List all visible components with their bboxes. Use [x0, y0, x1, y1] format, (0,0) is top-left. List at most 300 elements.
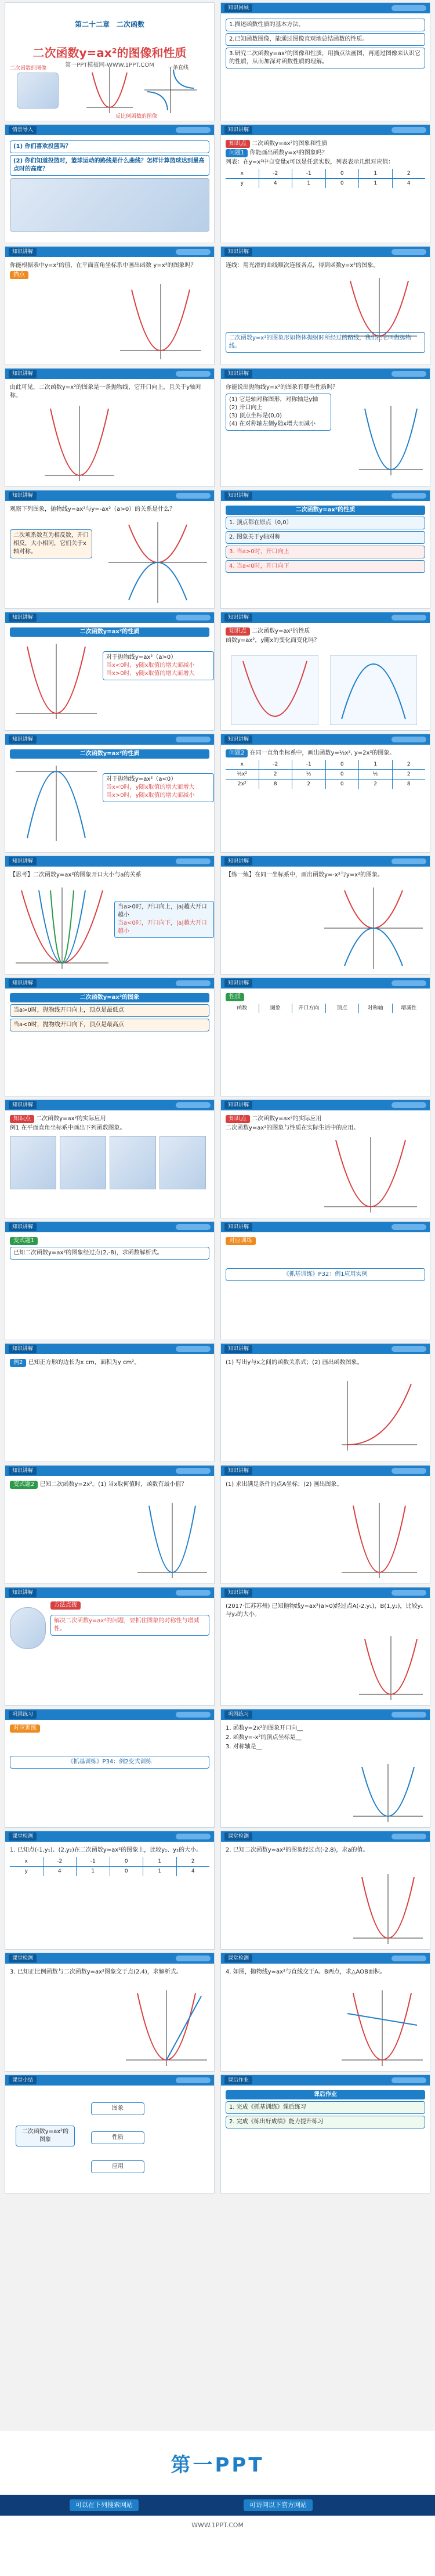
slide-text: 你能说出抛物线y=x²的图象有哪些性质吗？ [226, 384, 339, 391]
slide-header [221, 369, 430, 379]
header-decoration [392, 1834, 426, 1839]
slide-text: (1) 求出满足条件的点A坐标；(2) 画出图象。 [226, 1481, 343, 1488]
header-decoration [176, 1712, 211, 1718]
section-tag: 课堂检测 [224, 1832, 252, 1841]
slide-knowledge-15 [220, 977, 430, 1096]
cover-illustration [17, 73, 59, 109]
cover-title: 二次函数y=ax²的图像和性质 [32, 46, 187, 60]
header-decoration [176, 249, 211, 255]
summary-box: 当a<0时，抛物线开口向下，顶点是最高点 [10, 1019, 209, 1031]
test-plot [342, 1990, 423, 2066]
property-row: 对于抛物线y=ax²（a>0） [106, 654, 177, 661]
slide-header [221, 1222, 430, 1232]
question-sub: 例1 在平面直角坐标系中画出下列函数图象。 [10, 1125, 126, 1131]
header-decoration [176, 1956, 211, 1961]
slide-body [226, 1967, 425, 2068]
example-text: 已知正方形的边长为x cm，面积为y cm²。 [28, 1359, 140, 1366]
slide-example-2 [5, 1343, 215, 1462]
section-tag: 知识讲解 [9, 1589, 37, 1597]
header-decoration [392, 127, 426, 133]
footer-bar [0, 2495, 435, 2516]
slide-header [5, 1709, 214, 1720]
slide-body [226, 626, 425, 727]
knowledge-badge: 知识点 [226, 627, 250, 636]
hint-badge: 描点 [10, 271, 28, 279]
parabola-plot [16, 766, 97, 841]
section-tag: 知识讲解 [9, 735, 37, 744]
knowledge-title: 二次函数y=ax²的实际应用 [36, 1116, 106, 1122]
slide-body [226, 261, 425, 361]
section-tag: 知识讲解 [224, 614, 252, 622]
graph-thumb [60, 1136, 106, 1189]
slide-header [5, 1953, 214, 1964]
slide-header [5, 490, 214, 501]
slide-header [5, 2075, 214, 2086]
slide-body [226, 1114, 425, 1214]
property-item: 4. 当a<0时，开口向下 [226, 560, 425, 573]
table-header: 增减性 [393, 1004, 426, 1013]
slide-body [226, 383, 425, 483]
table-title: 性质 [226, 993, 244, 1001]
property-item: (2) 开口向上 [229, 405, 263, 411]
slide-body [10, 139, 209, 239]
summary-branch: 性质 [91, 2131, 144, 2144]
slide-review [220, 2, 430, 121]
slide-header [221, 2075, 430, 2086]
method-text: 解决二次函数y=ax²的问题，要抓住图象的对称性与增减性。 [50, 1615, 209, 1636]
slide-body [10, 261, 209, 361]
header-decoration [176, 371, 211, 377]
property-title: 二次函数y=ax²的性质 [10, 627, 209, 637]
slide-header [5, 1344, 214, 1354]
slide-header [221, 247, 430, 257]
section-tag: 课堂检测 [9, 1954, 37, 1962]
training-label: 对应训练 [226, 1237, 256, 1245]
value-table: x -2 -1 0 1 2 ½x² 2 ½ 0 ½ 2 2x² 8 2 0 2 8 [226, 760, 425, 789]
property-list [226, 394, 331, 431]
slide-header [5, 1466, 214, 1476]
summary-box: 当a>0时，抛物线开口向上，顶点是最低点 [10, 1004, 209, 1017]
slide-header [221, 856, 430, 867]
slide-body [226, 992, 425, 1092]
section-tag: 知识讲解 [9, 492, 37, 500]
property-row: 当x>0时，y随x取值的增大而减小 [106, 792, 195, 799]
hyperbola-graph [144, 67, 197, 113]
slide-body [226, 748, 425, 849]
graph-thumb [110, 1136, 156, 1189]
slide-header [221, 1588, 430, 1598]
slide-header [5, 856, 214, 867]
header-decoration [176, 1834, 211, 1839]
homework-item: 2. 完成《练出好成绩》能力提升练习 [226, 2116, 425, 2128]
slide-body [226, 1723, 425, 1824]
note-item: 当a<0时，开口向下，|a|越大开口越小 [118, 920, 207, 935]
header-decoration [176, 858, 211, 864]
slide-variant-1 [5, 1221, 215, 1340]
test-plot [126, 1990, 207, 2066]
slide-knowledge-10 [5, 734, 215, 853]
graph-thumb [10, 1136, 56, 1189]
slide-header [5, 125, 214, 135]
caption-hyperbola: 反比例函数的图像 [115, 114, 158, 120]
question-text: 你能画出函数y=x²的图象吗？ [249, 150, 328, 156]
slide-header [5, 978, 214, 988]
property-row: 当x<0时，y随x取值的增大而增大 [106, 784, 195, 791]
parabola-plot [359, 406, 423, 475]
variant-label: 变式题2 [10, 1481, 38, 1489]
parabola-plot [45, 406, 114, 481]
training-text: 《抓基训练》P32：例1应用实例 [226, 1268, 425, 1281]
slide-body [10, 1601, 209, 1702]
table-header: 图象 [259, 1004, 292, 1013]
slide-header [221, 490, 430, 501]
slide-header [5, 1831, 214, 1842]
slide-test-3 [5, 1953, 215, 2072]
opposite-parabolas-plot [108, 522, 207, 603]
slide-text: 观察下列图象，抛物线y=ax²与y=-ax²（a>0）的关系是什么？ [10, 506, 176, 513]
property-box [103, 651, 214, 680]
area-plot [342, 1381, 417, 1451]
caption-parabola: 二次函数的图像 [10, 66, 47, 71]
homework-title: 课后作业 [226, 2090, 425, 2099]
summary-branch: 应用 [91, 2160, 144, 2173]
slide-body [226, 1845, 425, 1946]
slide-header [5, 612, 214, 623]
section-tag: 知识讲解 [224, 248, 252, 256]
grid-plot-left [231, 655, 318, 725]
property-item: (1) 它是轴对称图形，对称轴是y轴 [229, 396, 318, 403]
section-tag: 知识讲解 [9, 979, 37, 987]
section-tag: 知识讲解 [9, 1345, 37, 1353]
slide-body [226, 17, 425, 117]
section-tag: 知识讲解 [9, 1467, 37, 1475]
value-table: x -2 -1 0 1 2 y 4 1 0 1 4 [226, 169, 425, 188]
slide-knowledge-2 [5, 246, 215, 365]
slide-header [5, 1588, 214, 1598]
slide-knowledge-3 [220, 246, 430, 365]
section-tag: 课堂检测 [224, 1954, 252, 1962]
slide-exam [220, 1587, 430, 1706]
parabola-note: 二次函数y=x²的图象形如物体抛射时所经过的路线，我们把它叫做抛物线。 [226, 332, 425, 353]
section-tag: 知识讲解 [224, 1101, 252, 1109]
slide-header [221, 1953, 430, 1964]
footer-official-button[interactable]: 可访问以下官方网站 [244, 2499, 313, 2511]
basketball-photo [10, 178, 209, 232]
slide-body [10, 1358, 209, 1458]
slide-intro [5, 124, 215, 243]
property-item: 3. 当a>0时，开口向上 [226, 546, 425, 558]
training-text: 《抓基训练》P34：例2变式训练 [10, 1756, 209, 1769]
section-tag: 知识讲解 [224, 370, 252, 378]
section-tag: 巩固练习 [9, 1711, 37, 1719]
header-decoration [176, 127, 211, 133]
practice-item: 1. 函数y=2x²的图象开口向__ [226, 1725, 303, 1731]
slide-body [226, 1601, 425, 1702]
question-text: 在同一直角坐标系中，画出函数y=½x², y=2x²的图象。 [249, 750, 396, 756]
slide-body [10, 748, 209, 849]
slide-knowledge-12 [5, 856, 215, 975]
header-decoration [392, 493, 426, 499]
slide-knowledge-8 [5, 612, 215, 731]
property-title: 二次函数y=ax²的图象 [10, 993, 209, 1002]
section-tag: 课后作业 [224, 2076, 252, 2084]
table-header: 开口方向 [292, 1004, 325, 1013]
knowledge-badge: 知识点 [226, 140, 250, 148]
slide-header [221, 3, 430, 13]
slide-knowledge-11 [220, 734, 430, 853]
slide-body [226, 1358, 425, 1458]
family-parabolas-plot [16, 887, 108, 969]
question-sub: 函数y=ax²，y随x的变化而变化吗？ [226, 637, 320, 644]
slide-text: (1) 写出y与x之间的函数关系式；(2) 画出函数图象。 [226, 1359, 363, 1366]
slide-header [5, 1222, 214, 1232]
slide-variant-2b [220, 1465, 430, 1584]
header-decoration [392, 858, 426, 864]
opposite-parabolas-plot [324, 887, 423, 969]
slide-knowledge-5 [220, 368, 430, 487]
header-decoration [392, 2077, 426, 2083]
caption-line: 一条直线 [168, 65, 189, 71]
slide-body [10, 1967, 209, 2068]
slide-body [10, 626, 209, 727]
slide-header [221, 612, 430, 623]
header-decoration [392, 5, 426, 11]
header-decoration [392, 737, 426, 742]
header-decoration [176, 2077, 211, 2083]
section-tag: 知识讲解 [224, 1223, 252, 1231]
header-decoration [392, 1590, 426, 1596]
section-tag: 课堂检测 [9, 1832, 37, 1841]
slide-variant-2 [5, 1465, 215, 1584]
header-decoration [176, 1468, 211, 1474]
coordinate-plot [120, 284, 201, 359]
review-item: 1.描述函数性质的基本方法。 [226, 19, 425, 31]
slide-body [10, 1845, 209, 1946]
section-tag: 知识讲解 [224, 979, 252, 987]
section-tag: 知识讲解 [9, 614, 37, 622]
chapter-title: 第二十二章 二次函数 [74, 20, 144, 28]
slide-body [10, 870, 209, 970]
section-tag: 知识讲解 [9, 1101, 37, 1109]
test-plot [353, 1874, 423, 1944]
slide-header [221, 1709, 430, 1720]
section-tag: 知识讲解 [9, 857, 37, 865]
footer-search-button[interactable]: 可以在下列搜索网站 [70, 2499, 139, 2511]
graph-row [10, 1136, 209, 1189]
question-1: (1) 你们喜欢投篮吗？ [10, 140, 209, 153]
section-tag: 情景导入 [9, 126, 37, 134]
property-row: 对于抛物线y=ax²（a<0） [106, 776, 177, 782]
slide-body [10, 992, 209, 1092]
header-decoration [392, 371, 426, 377]
header-decoration [176, 1102, 211, 1108]
question-sub: 二次函数y=ax²的图象与性质在实际生活中的应用。 [226, 1125, 360, 1131]
variant-plot [342, 1503, 417, 1578]
slide-header [5, 734, 214, 745]
knowledge-title: 二次函数y=ax²的图象和性质 [252, 140, 328, 147]
slide-knowledge-6 [5, 490, 215, 609]
footer-logo[interactable]: 第一PPT [171, 2454, 264, 2477]
section-tag: 知识讲解 [224, 1467, 252, 1475]
note-item: 当a>0时，开口向上，|a|越大开口越小 [118, 904, 207, 918]
header-decoration [392, 1102, 426, 1108]
section-tag: 课堂小结 [9, 2076, 37, 2084]
slide-homework [220, 2074, 430, 2193]
section-tag: 知识讲解 [224, 1589, 252, 1597]
slide-text: 由此可见，二次函数y=x²的图象是一条抛物线，它开口向上，且关于y轴对称。 [10, 384, 202, 399]
header-decoration [392, 1956, 426, 1961]
property-title: 二次函数y=ax²的性质 [10, 749, 209, 759]
slide-header [221, 1100, 430, 1110]
header-decoration [392, 249, 426, 255]
question-sub: 列表：在y=x²中自变量x可以是任意实数，列表表示几组对应值： [226, 159, 394, 165]
slide-knowledge-16 [5, 1099, 215, 1218]
practice-item: 3. 对称轴是__ [226, 1744, 262, 1750]
slide-test-4 [220, 1953, 430, 2072]
homework-item: 1. 完成《抓基训练》课后练习 [226, 2101, 425, 2114]
parabola-graph [86, 67, 133, 113]
slide-method [5, 1587, 215, 1706]
header-decoration [392, 1712, 426, 1718]
knowledge-title: 二次函数y=ax²的性质 [252, 628, 310, 634]
slide-body [226, 2089, 425, 2189]
property-item: 1. 顶点都在原点（0,0） [226, 517, 425, 529]
section-tag: 巩固练习 [224, 1711, 252, 1719]
slide-body [10, 2089, 209, 2189]
knowledge-badge: 知识点 [10, 1115, 34, 1123]
variant-text: 已知二次函数y=2x²。(1) 当x取何值时，函数有最小值？ [39, 1481, 187, 1488]
section-tag: 知识讲解 [224, 126, 252, 134]
grid-plot-right [330, 655, 417, 725]
slide-header [5, 1100, 214, 1110]
slide-body [226, 504, 425, 605]
property-box [103, 773, 214, 802]
slide-text: 4. 如图，抛物线y=ax²与直线交于A、B两点，求△AOB面积。 [226, 1969, 386, 1975]
slide-header [5, 369, 214, 379]
mascot-image [10, 1607, 46, 1649]
section-tag: 知识讲解 [9, 370, 37, 378]
slide-text: 连线：用光滑的曲线顺次连接各点，得到函数y=x²的图象。 [226, 262, 379, 269]
property-item: (4) 在对称轴左侧y随x增大而减小 [229, 421, 316, 427]
header-decoration [392, 1346, 426, 1352]
section-tag: 知识讲解 [224, 735, 252, 744]
review-item: 3.研究二次函数y=ax²的图像和性质，用描点法画图，再通过图像来认识它的性质，从而加深对函数性质的理解。 [226, 48, 425, 68]
slide-knowledge-13 [220, 856, 430, 975]
footer-url[interactable]: WWW.1PPT.COM [191, 2521, 244, 2529]
slide-text: 你能根据表中y=x²的值，在平面直角坐标系中画出函数 y=x²的图象吗？ [10, 262, 197, 269]
question-2: (2) 你们知道投篮时，篮球运动的路线是什么曲线？怎样计算篮球达到最高点时的高度？ [10, 155, 209, 176]
slide-test-1 [5, 1831, 215, 1950]
slide-text: 【思考】二次函数y=ax²的图象开口大小与a的关系 [10, 872, 142, 878]
slide-knowledge-17 [220, 1099, 430, 1218]
section-tag: 知识讲解 [224, 1345, 252, 1353]
header-decoration [392, 1468, 426, 1474]
practice-plot [353, 1764, 423, 1822]
knowledge-title: 二次函数y=ax²的实际应用 [252, 1116, 322, 1122]
slide-knowledge-7 [220, 490, 430, 609]
slide-example-2b [220, 1343, 430, 1462]
table-header: 对称轴 [359, 1004, 392, 1013]
property-row: 当x<0时，y随x取值的增大而减小 [106, 662, 195, 669]
slide-body [226, 1236, 425, 1336]
summary-branch: 图象 [91, 2102, 144, 2115]
property-item: 2. 图象关于y轴对称 [226, 531, 425, 544]
parabola-plot [16, 644, 97, 719]
slide-knowledge-4 [5, 368, 215, 487]
header-decoration [392, 1224, 426, 1230]
variant-text: 已知二次函数y=ax²的图象经过点(2,-8)，求函数解析式。 [10, 1247, 209, 1260]
knowledge-badge: 知识点 [226, 1115, 250, 1123]
header-decoration [176, 1224, 211, 1230]
cover-subtitle: 第一PPT模板网-WWW.1PPT.COM [65, 62, 154, 68]
header-decoration [176, 1346, 211, 1352]
review-item: 2.已知函数图像，能通过图像直观地总结函数的性质。 [226, 33, 425, 46]
question-label: 问题1 [226, 149, 248, 157]
slide-text: 【练一练】在同一坐标系中，画出函数y=-x²与y=x²的图象。 [226, 872, 384, 878]
slide-body [10, 504, 209, 605]
slide-header [221, 1466, 430, 1476]
slide-knowledge-14 [5, 977, 215, 1096]
slide-cover [5, 2, 215, 121]
slide-training-2 [5, 1709, 215, 1828]
question-label: 问题2 [226, 749, 248, 757]
slide-text: 3. 已知正比例函数与二次函数y=ax²图象交于点(2,4)，求解析式。 [10, 1969, 182, 1975]
variant-plot [137, 1503, 207, 1578]
table-header: 函数 [226, 1004, 259, 1013]
slide-header [5, 247, 214, 257]
slide-body [10, 1236, 209, 1336]
slide-summary [5, 2074, 215, 2193]
slide-header [221, 734, 430, 745]
slide-body [10, 1114, 209, 1214]
practice-item: 2. 函数y=-x²的顶点坐标是__ [226, 1734, 302, 1741]
header-decoration [176, 1590, 211, 1596]
slide-body [226, 139, 425, 239]
variant-label: 变式题1 [10, 1237, 38, 1245]
slide-training-1 [220, 1221, 430, 1340]
header-decoration [392, 980, 426, 986]
section-tag: 知识讲解 [224, 492, 252, 500]
graph-thumb [160, 1136, 206, 1189]
answer-table: x -2 -1 0 1 2 y 4 1 0 1 4 [10, 1857, 209, 1876]
table-header: 顶点 [326, 1004, 359, 1013]
slide-header [221, 978, 430, 988]
slide-test-2 [220, 1831, 430, 1950]
summary-center: 二次函数y=ax²的图象 [16, 2126, 75, 2146]
header-decoration [176, 615, 211, 620]
application-plot [324, 1137, 417, 1213]
section-tag: 知识讲解 [9, 248, 37, 256]
header-decoration [176, 737, 211, 742]
slide-header [221, 1344, 430, 1354]
note-box [114, 901, 214, 938]
slide-body [10, 383, 209, 483]
slide-header [221, 125, 430, 135]
slide-header [221, 1831, 430, 1842]
slide-text: 1. 已知点(-1,y₁)、(2,y₂)在二次函数y=ax²的图象上，比较y₁、y₂的大小。 [10, 1847, 202, 1853]
answer-box: 二次项系数互为相反数，开口相反，大小相同，它们关于x轴对称。 [10, 529, 92, 558]
slide-body [226, 870, 425, 970]
section-tag: 知识回顾 [224, 4, 252, 12]
slide-text: (2017·江苏苏州) 已知抛物线y=ax²(a>0)经过点A(-2,y₁)，B(1,y₂)，比较y₁与y₂的大小。 [226, 1603, 423, 1618]
slide-text: 2. 已知二次函数y=ax²的图象经过点(-2,8)，求a的值。 [226, 1847, 369, 1853]
slide-body [226, 1480, 425, 1580]
exam-plot [359, 1636, 423, 1700]
example-label: 例2 [10, 1359, 26, 1367]
header-decoration [176, 980, 211, 986]
slide-knowledge-9 [220, 612, 430, 731]
property-title: 二次函数y=ax²的性质 [226, 506, 425, 515]
